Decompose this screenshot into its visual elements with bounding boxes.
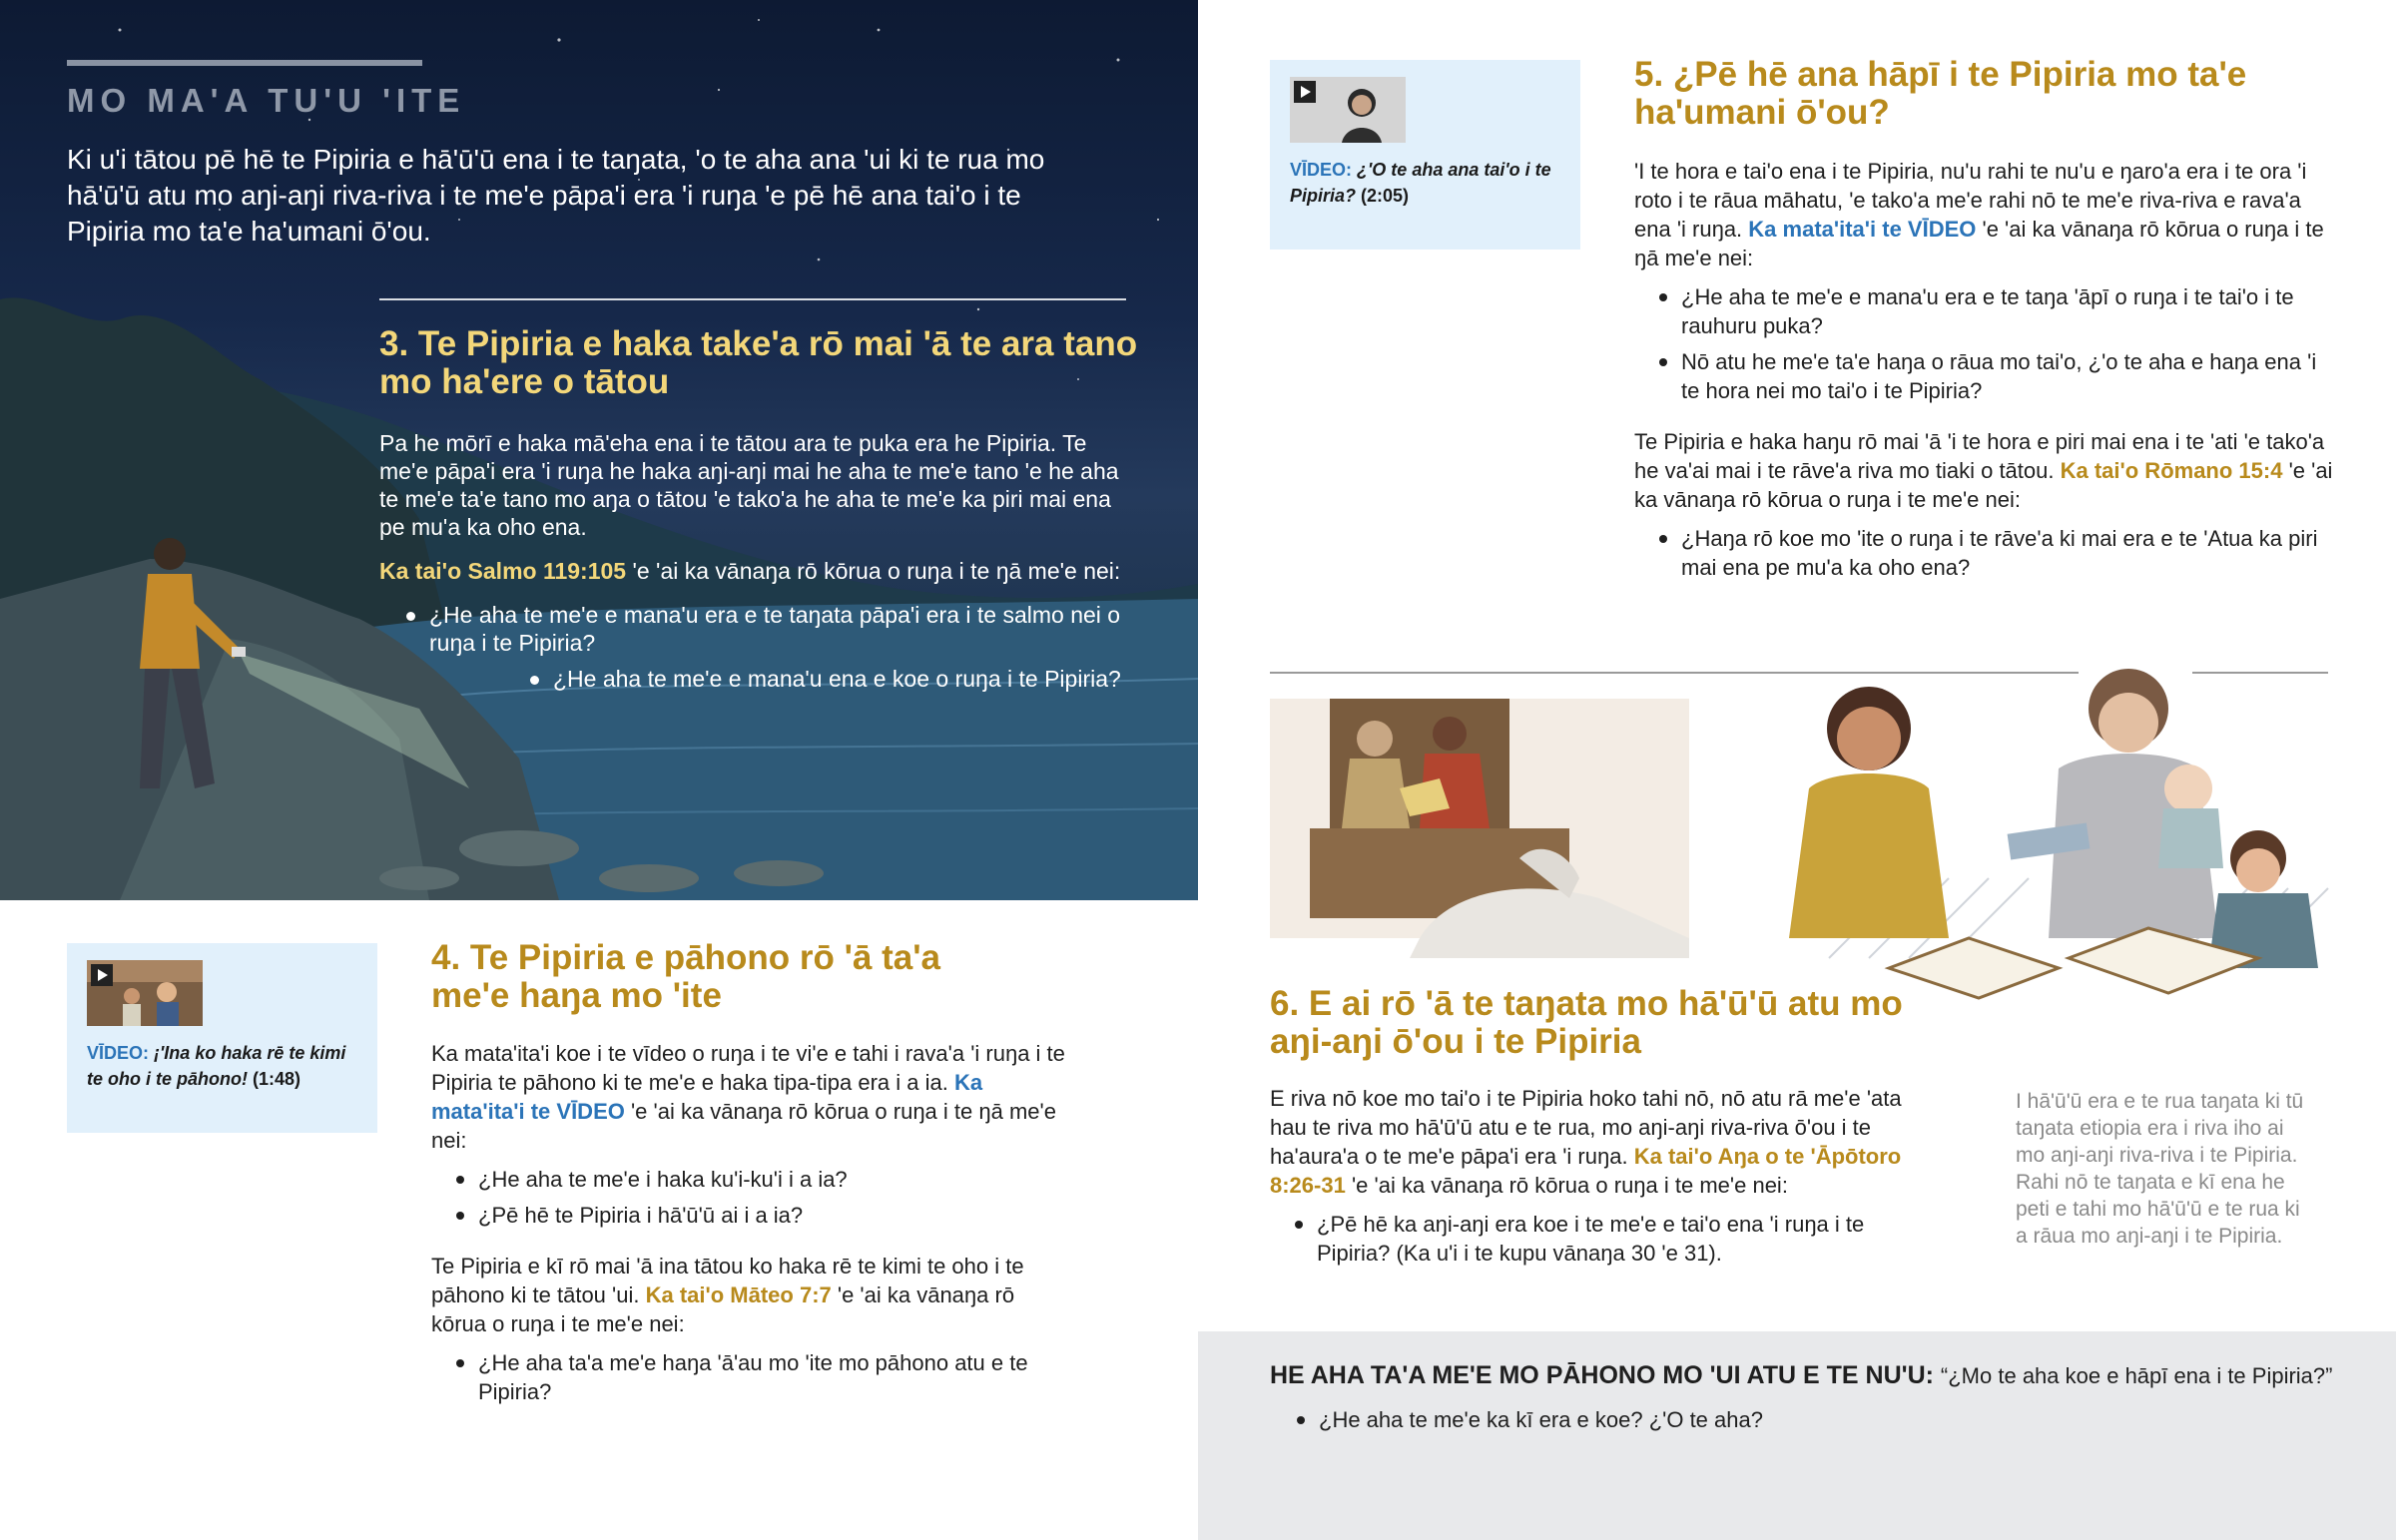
video-caption <box>1290 157 1569 209</box>
section4-body <box>431 1039 1070 1413</box>
section4-p2-rest: 'e 'ai ka vānaŋa rō kōrua o ruŋa i te me'e nei: <box>431 1283 1015 1336</box>
section6-body <box>1270 1084 1929 1275</box>
section4-p1-rest: 'e 'ai ka vānaŋa rō kōrua o ruŋa i te ŋā me'e nei: <box>431 1099 1056 1153</box>
watch-video-link[interactable]: Ka mata'ita'i te VĪDEO <box>431 1070 983 1124</box>
scripture-link-romano[interactable]: Ka tai'o Rōmano 15:4 <box>2060 458 2283 483</box>
list-item <box>379 601 1138 657</box>
section5-questions-b <box>1634 524 2333 582</box>
section3-read-rest: 'e 'ai ka vānaŋa rō kōrua o ruŋa i te ŋā me'e nei: <box>626 558 1121 584</box>
discussion-heading: HE AHA TA'A ME'E MO PĀHONO MO 'UI ATU E TE NU'U: <box>1270 1361 1934 1389</box>
list-item: ¿He aha te me'e i haka ku'i-ku'i i a ia? <box>431 1165 1070 1194</box>
list-item: ¿Haŋa rō koe mo 'ite o ruŋa i te rāve'a ki mai era e te 'Atua ka piri mai ena pe mu'a ka oho ena? <box>1634 524 2333 582</box>
list-item: ¿He aha te me'e ka kī era e koe? ¿'O te aha? <box>1270 1404 2368 1436</box>
watch-video-link[interactable]: Ka mata'ita'i te VĪDEO <box>1748 217 1977 242</box>
list-item: ¿Pē hē te Pipiria i hā'ū'ū ai i a ia? <box>431 1201 1070 1230</box>
video-label: VĪDEO: <box>1290 160 1353 180</box>
video-thumbnail[interactable] <box>1290 77 1406 143</box>
section4-paragraph-2 <box>431 1252 1070 1338</box>
section5-p1-text: 'I te hora e tai'o ena i te Pipiria, nu'u rahi te nu'u e ŋaro'a era i te ora 'i roto i te rāua māhatu, 'e tako'a me'e rahi nō te me'e riva-riva e rava'a ena 'i ruŋa. <box>1634 159 2307 242</box>
scripture-link-apotoro[interactable]: Ka tai'o Aŋa o te 'Āpōtoro 8:26-31 <box>1270 1144 1902 1198</box>
question-text: ¿He aha te me'e e mana'u era e te taŋata pāpa'i era i te salmo nei o ruŋa i te Pipiria? <box>429 602 1121 656</box>
section6-paragraph-1 <box>1270 1084 1929 1200</box>
list-item <box>503 665 1138 693</box>
list-item: ¿Pē hē ka aŋi-aŋi era koe i te me'e e tai'o ena 'i ruŋa i te Pipiria? (Ka u'i i te kupu vānaŋa 30 'e 31). <box>1270 1210 1929 1268</box>
scripture-link-salmo[interactable]: Ka tai'o Salmo 119:105 <box>379 558 627 584</box>
discussion-prompt <box>1270 1359 2368 1436</box>
video-duration: (1:48) <box>253 1069 301 1089</box>
play-icon[interactable] <box>91 964 113 986</box>
image-caption-sidenote: I hā'ū'ū era e te rua taŋata ki tū taŋata etiopia era i riva iho ai mo aŋi-aŋi riva-riva i te Pipiria. Rahi nō te taŋata e kī ena he peti e tahi mo hā'ū'ū e te rua ki a rāua mo aŋi-aŋi i te Pipiria. <box>2016 1090 2304 1248</box>
video-label: VĪDEO: <box>87 1043 150 1063</box>
video-duration: (2:05) <box>1361 186 1410 206</box>
section5-p1-rest: 'e 'ai ka vānaŋa rō kōrua o ruŋa i te ŋā me'e nei: <box>1634 217 2324 270</box>
section-eyebrow: MO MA'A TU'U 'ITE <box>67 82 466 119</box>
eyebrow-rule <box>67 60 422 66</box>
discussion-quote: “¿Mo te aha koe e hāpī ena i te Pipiria?” <box>1940 1363 2333 1388</box>
video-caption <box>87 1040 366 1092</box>
section5-paragraph-1 <box>1634 157 2333 272</box>
section5-body <box>1634 157 2333 589</box>
section3-body <box>379 429 1138 701</box>
section6-questions <box>1270 1210 1929 1268</box>
scripture-link-mateo[interactable]: Ka tai'o Māteo 7:7 <box>645 1283 832 1307</box>
night-illustration-panel <box>0 0 1198 900</box>
list-item: ¿He aha te me'e e mana'u era e te taŋa 'āpī o ruŋa i te tai'o i te rauhuru puka? <box>1634 282 2333 340</box>
section4-paragraph-1 <box>431 1039 1070 1155</box>
section5-title: 5. ¿Pē hē ana hāpī i te Pipiria mo ta'e ha'umani ō'ou? <box>1634 55 2247 132</box>
section5-questions-a <box>1634 282 2333 405</box>
bible-study-illustration <box>1270 639 2356 1018</box>
section4-questions-b <box>431 1348 1070 1406</box>
section6-p1-text: E riva nō koe mo tai'o i te Pipiria hoko tahi nō, nō atu rā me'e 'ata hau te riva mo hā'ū'ū atu e te rua, mo aŋi-aŋi riva-riva ō'ou i te ha'aura'a o te me'e pāpa'i era 'i ruŋa. <box>1270 1086 1902 1169</box>
section6-p1-rest: 'e 'ai ka vānaŋa rō kōrua o ruŋa i te me'e nei: <box>1345 1173 1788 1198</box>
section5-p2-text: Te Pipiria e haka haŋu rō mai 'ā 'i te hora e piri mai ena i te 'ati 'e tako'a he va'ai mai i te rāve'a riva mo tiaki o tātou. <box>1634 429 2325 483</box>
section4-p1-text: Ka mata'ita'i koe i te vīdeo o ruŋa i te vi'e e tahi i rava'a 'i ruŋa i te Pipiria te pāhono ki te me'e e haka tipa-tipa era i a ia. <box>431 1041 1065 1095</box>
video-card-taio[interactable] <box>1270 60 1580 250</box>
discussion-followups <box>1270 1404 2368 1436</box>
video-thumbnail[interactable] <box>87 960 203 1026</box>
discussion-line <box>1270 1359 2368 1392</box>
video-card-pahono[interactable] <box>67 943 377 1133</box>
section6-title: 6. E ai rō 'ā te taŋata mo hā'ū'ū atu mo aŋi-aŋi ō'ou i te Pipiria <box>1270 984 1903 1061</box>
section4-title: 4. Te Pipiria e pāhono rō 'ā ta'a me'e haŋa mo 'ite <box>431 938 941 1015</box>
video-title[interactable]: ¡'Ina ko haka rē te kimi te oho i te pāhono! <box>87 1043 346 1089</box>
section3-paragraph: Pa he mōrī e haka mā'eha ena i te tātou ara te puka era he Pipiria. Te me'e pāpa'i era 'i ruŋa he haka aŋi-aŋi mai he aha te me'e tano 'e he aha te me'e ta'e tano mo aŋa o tātou 'e tako'a he aha te me'e ka piri mai ena pe mu'a ka oho ena. <box>379 430 1119 540</box>
intro-paragraph: Ki u'i tātou pē hē te Pipiria e hā'ū'ū ena i te taŋata, 'o te aha ana 'ui ki te rua mo hā'ū'ū atu mo aŋi-aŋi riva-riva i te me'e pāpa'i era 'i ruŋa 'e pē hē ana tai'o i te Pipiria mo ta'e ha'umani ō'ou. <box>67 144 1045 247</box>
list-item: Nō atu he me'e ta'e haŋa o rāua mo tai'o, ¿'o te aha e haŋa ena 'i te hora nei mo tai'o i te Pipiria? <box>1634 347 2333 405</box>
section3-rule <box>379 298 1126 300</box>
section3-read-line <box>379 557 1138 585</box>
section3-title: 3. Te Pipiria e haka take'a rō mai 'ā te ara tano mo ha'ere o tātou <box>379 324 1138 401</box>
section3-questions <box>379 601 1138 693</box>
list-item: ¿He aha ta'a me'e haŋa 'ā'au mo 'ite mo pāhono atu e te Pipiria? <box>431 1348 1070 1406</box>
section4-questions-a <box>431 1165 1070 1230</box>
video-title[interactable]: ¿'O te aha ana tai'o i te Pipiria? <box>1290 160 1551 206</box>
question-text: ¿He aha te me'e e mana'u ena e koe o ruŋa i te Pipiria? <box>553 666 1121 692</box>
section4-p2-text: Te Pipiria e kī rō mai 'ā ina tātou ko haka rē te kimi te oho i te pāhono ki te tātou 'ui. <box>431 1254 1024 1307</box>
section5-paragraph-2 <box>1634 427 2333 514</box>
play-icon[interactable] <box>1294 81 1316 103</box>
section5-p2-rest: 'e 'ai ka vānaŋa rō kōrua o ruŋa i te me'e nei: <box>1634 458 2333 512</box>
